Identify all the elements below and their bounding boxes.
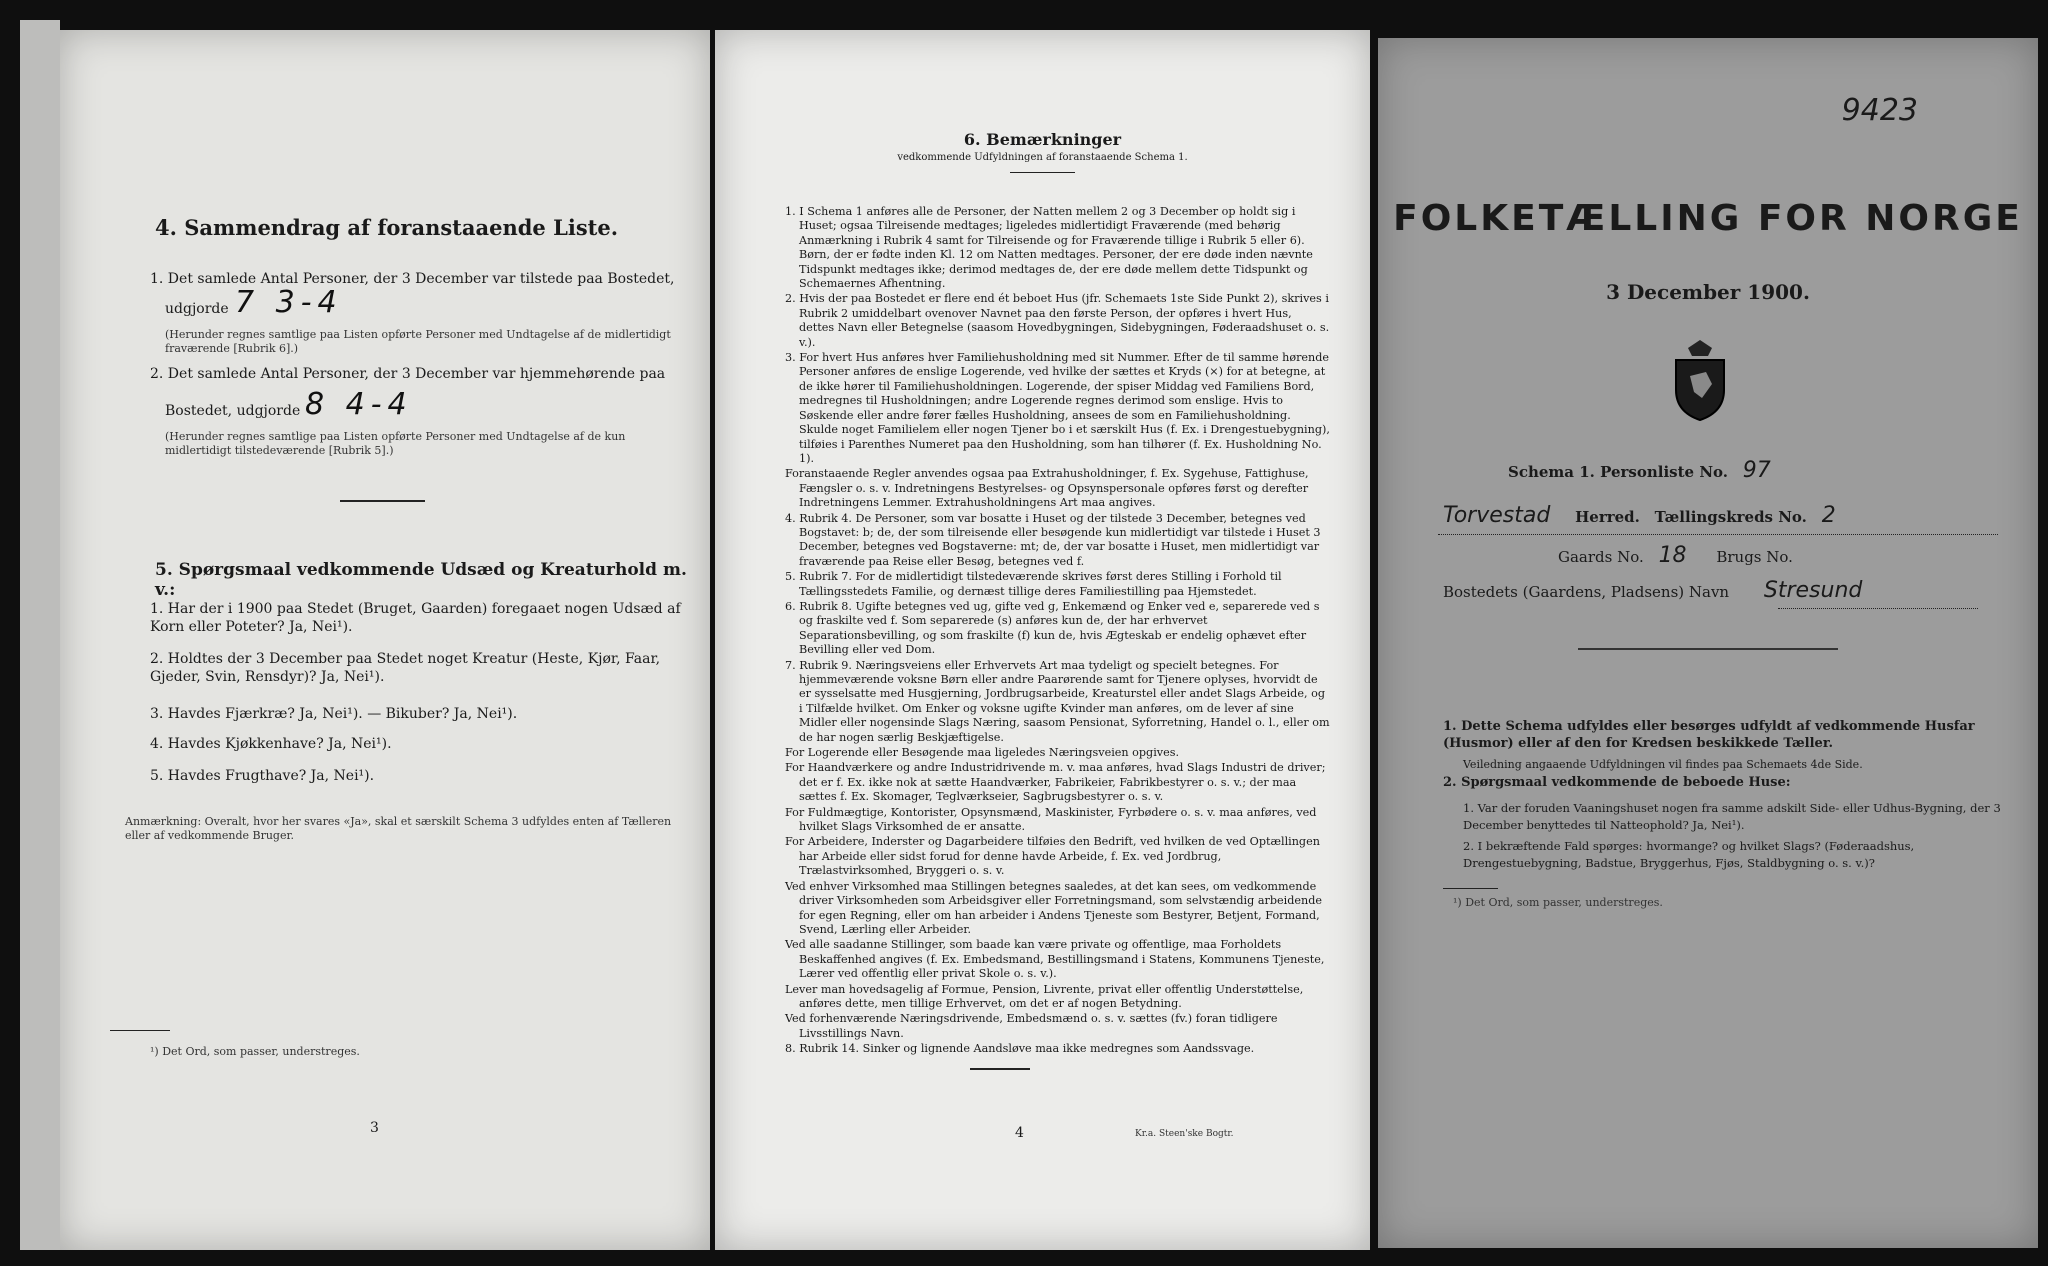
- item2-label: Bostedet, udgjorde: [165, 403, 301, 419]
- remark-item: Foranstaaende Regler anvendes ogsaa paa Extrahusholdninger, f. Ex. Sygehuse, Fattighuse, Fængsler o. s. v. Indretningens Bestyrelses- og Opsynspersonale opføres først og derefter Indretningens Lemmer. Extrahusholdningens Art maa angives.: [785, 467, 1309, 510]
- right-page: [1378, 38, 2038, 1248]
- schema-value: 97: [1742, 458, 1771, 483]
- bosted-value: Stresund: [1763, 578, 1863, 603]
- question-5: 5. Havdes Frugthave? Ja, Nei¹).: [150, 768, 375, 784]
- bosted-label: Bostedets (Gaardens, Pladsens) Navn: [1443, 583, 1730, 601]
- herred-field: [1443, 503, 1836, 528]
- herred-value: Torvestad: [1443, 503, 1551, 528]
- footnote-rule: [1443, 888, 1498, 889]
- gaards-field: [1558, 543, 1793, 568]
- remark-item: For Logerende eller Besøgende maa ligeledes Næringsveien opgives.: [785, 746, 1180, 760]
- item1-text: 1. Det samlede Antal Personer, der 3 December var tilstede paa Bostedet,: [150, 271, 675, 287]
- remark-item: Ved forhenværende Næringsdrivende, Embedsmænd o. s. v. sættes (fv.) foran tidligere Livsstillings Navn.: [785, 1012, 1278, 1040]
- item2-handwritten: 8 4-4: [305, 387, 413, 422]
- remark-item: 3. For hvert Hus anføres hver Familiehusholdning med sit Nummer. Efter de til samme hørende Personer anføres de enslige Logerende, ved hvilke der sættes et Kryds (×) for at betegne, at de ikke hører til Familiehusholdningen. Logerende, der spiser Middag ved Familiens Bord, medregnes til Husholdningen; andre Logerende regnes derimod som enslige. Hvis to Søskende eller andre fører fælles Husholdning, ansees de som en Familiehusholdning. Skulde noget Familielem eller nogen Tjener bo i et særskilt Hus (f. Ex. i Drengestuebygning), tilføies i Parenthes Numeret paa den Husholdning, som han tilhører (f. Ex. Husholdning No. 1).: [785, 351, 1330, 465]
- form-date: 3 December 1900.: [1606, 280, 1810, 304]
- item1-handwritten: 7 3-4: [235, 285, 343, 320]
- kreds-label: Tællingskreds No.: [1654, 508, 1807, 526]
- footnote-rule: [110, 1030, 170, 1031]
- left-page: [60, 30, 710, 1250]
- remark-item: 1. I Schema 1 anføres alle de Personer, der Natten mellem 2 og 3 December op holdt sig i Huset; ogsaa Tilreisende medtages; ligeledes midlertidigt Fraværende (med behørig Anmærkning i Rubrik 4 samt for Tilreisende og for Fraværende tillige i Rubrik 5 eller 6). Børn, der er fødte inden Kl. 12 om Natten medtages. Personer, der ere døde inden nævnte Tidspunkt medtages ikke; derimod medtages de, der ere døde mellem dette Tidspunkt og Schemaernes Afhentning.: [785, 205, 1313, 291]
- footnote: ¹) Det Ord, som passer, understreges.: [1453, 896, 1663, 909]
- section5-title: 5. Spørgsmaal vedkommende Udsæd og Kreaturhold m. v.:: [155, 560, 687, 600]
- ornament-divider: [1578, 648, 1838, 650]
- remark-item: For Arbeidere, Inderster og Dagarbeidere tilføies den Bedrift, ved hvilken de ved Optællingen har Arbeide eller sidst forud for denne havde Arbeide, f. Ex. ved Jordbrug, Trælastvirksomhed, Bryggeri o. s. v.: [785, 835, 1320, 878]
- item1-label: udgjorde: [165, 301, 229, 317]
- remark-item: Ved alle saadanne Stillinger, som baade kan være private og offentlige, maa Forholdets Beskaffenhed angives (f. Ex. Embedsmand, Bestillingsmand i Statens, Kommunens Tjeneste, Lærer ved offentlig eller privat Skole o. s. v.).: [785, 938, 1325, 981]
- instruction-2-2: 2. I bekræftende Fald spørges: hvormange? og hvilket Slags? (Føderaadshus, Drengestuebygning, Badstue, Bryggerhus, Fjøs, Staldbygning o. s. v.)?: [1463, 839, 1915, 870]
- remark-item: 2. Hvis der paa Bostedet er flere end ét beboet Hus (jfr. Schemaets 1ste Side Punkt 2), skrives i Rubrik 2 umiddelbart ovenover Navnet paa den første Person, der opføres i hvert Hus, dettes Navn eller Betegnelse (saasom Hovedbygningen, Sidebygningen, Føderaadshuset o. s. v.).: [785, 292, 1330, 349]
- herred-label: Herred.: [1575, 508, 1640, 526]
- schema-field: [1508, 458, 1771, 483]
- kreds-value: 2: [1821, 503, 1836, 528]
- footnote: ¹) Det Ord, som passer, understreges.: [150, 1045, 360, 1058]
- page-number: 4: [1015, 1125, 1024, 1141]
- page-number: 3: [370, 1120, 379, 1136]
- remark-item: 6. Rubrik 8. Ugifte betegnes ved ug, gifte ved g, Enkemænd og Enker ved e, separerede ved s og fraskilte ved f. Som separerede (s) anføres kun de, der har erhvervet Separationsbevilling, og som fraskilte (f) kun de, hvis Ægteskab er endelig ophævet efter Bevilling eller ved Dom.: [785, 599, 1320, 657]
- anmerkning: Anmærkning: Overalt, hvor her svares «Ja», skal et særskilt Schema 3 udfyldes enten af Tælleren eller af vedkommende Bruger.: [125, 815, 672, 842]
- stamp-number: 9423: [1841, 93, 1918, 128]
- remarks-title: 6. Bemærkninger: [963, 130, 1122, 149]
- question-3: 3. Havdes Fjærkræ? Ja, Nei¹). — Bikuber? Ja, Nei¹).: [150, 706, 518, 722]
- instruction-2-1: 1. Var der foruden Vaaningshuset nogen fra samme adskilt Side- eller Udhus-Bygning, der 3 December benyttedes til Natteophold? Ja, Nei¹).: [1463, 801, 2001, 832]
- instruction-2: 2. Spørgsmaal vedkommende de beboede Huse:: [1443, 775, 1791, 790]
- herred-line: [1438, 534, 1998, 535]
- instruction-1-note: Veiledning angaaende Udfyldningen vil findes paa Schemaets 4de Side.: [1463, 758, 1863, 771]
- remark-item: 5. Rubrik 7. For de midlertidigt tilstedeværende skrives først deres Stilling i Forhold til Tællingsstedets Familie, og dernæst tillige deres Familiestilling paa Hjemstedet.: [785, 570, 1282, 598]
- remark-item: Ved enhver Virksomhed maa Stillingen betegnes saaledes, at det kan sees, om vedkommende driver Virksomheden som Arbeidsgiver eller Forretningsmand, som selvstændig arbeidende for egen Regning, eller om han arbeider i Andens Tjeneste som Bestyrer, Betjent, Formand, Svend, Lærling eller Arbeider.: [785, 879, 1323, 936]
- remark-item: For Fuldmægtige, Kontorister, Opsynsmænd, Maskinister, Fyrbødere o. s. v. maa anføres, ved hvilket Slags Virksomhed de er ansatte.: [785, 805, 1317, 834]
- question-2: 2. Holdtes der 3 December paa Stedet noget Kreatur (Heste, Kjør, Faar, Gjeder, Svin, Rensdyr)? Ja, Nei¹).: [150, 651, 661, 685]
- item1-note: (Herunder regnes samtlige paa Listen opførte Personer med Undtagelse af de midlertidigt fraværende [Rubrik 6].): [165, 328, 671, 355]
- remark-item: For Haandværkere og andre Industridrivende m. v. maa anføres, hvad Slags Industri de driver; det er f. Ex. ikke nok at sætte Haandværker, Fabrikeier, Fabrikbestyrer o. s. v.; der maa sættes f. Ex. Skomager, Teglværkseier, Sagbrugsbestyrer o. s. v.: [785, 761, 1326, 804]
- bosted-line: [1778, 608, 1978, 609]
- end-rule: [970, 1068, 1030, 1070]
- question-1: 1. Har der i 1900 paa Stedet (Bruget, Gaarden) foregaaet nogen Udsæd af Korn eller Poteter? Ja, Nei¹).: [150, 601, 681, 635]
- brugs-label: Brugs No.: [1716, 548, 1793, 566]
- section4-title: 4. Sammendrag af foranstaaende Liste.: [155, 215, 619, 240]
- remark-item: Lever man hovedsagelig af Formue, Pension, Livrente, privat eller offentlig Understøttelse, anføres dette, men tillige Erhvervet, om det er af nogen Betydning.: [785, 982, 1304, 1010]
- remark-item: 4. Rubrik 4. De Personer, som var bosatte i Huset og der tilstede 3 December, betegnes ved Bogstavet: b; de, der som tilreisende eller besøgende kun midlertidigt var tilstede i Huset 3 December, betegnes ved Bogstaverne: mt; de, der var bosatte i Huset, men midlertidigt var fraværende paa Reise eller Besøg, betegnes ved f.: [785, 511, 1321, 568]
- form-title: FOLKETÆLLING FOR NORGE: [1393, 198, 2023, 239]
- question-4: 4. Havdes Kjøkkenhave? Ja, Nei¹).: [150, 736, 392, 752]
- remarks-subtitle: vedkommende Udfyldningen af foranstaaende Schema 1.: [897, 152, 1188, 163]
- gaards-value: 18: [1658, 543, 1687, 568]
- remark-item: 8. Rubrik 14. Sinker og lignende Aandsløve maa ikke medregnes som Aandssvage.: [785, 1042, 1255, 1056]
- book-edge: [20, 20, 60, 1250]
- instruction-1: 1. Dette Schema udfyldes eller besørges udfyldt af vedkommende Husfar (Husmor) eller af den for Kredsen beskikkede Tæller.: [1443, 719, 1975, 751]
- bosted-field: [1443, 578, 1862, 603]
- coat-of-arms-icon: [1668, 338, 1732, 422]
- middle-page: [715, 30, 1370, 1250]
- printer-credit: Kr.a. Steen'ske Bogtr.: [1135, 1129, 1234, 1139]
- item2-text: 2. Det samlede Antal Personer, der 3 December var hjemmehørende paa: [150, 366, 666, 382]
- title-rule: [1010, 172, 1075, 173]
- schema-label: Schema 1. Personliste No.: [1508, 463, 1728, 481]
- remarks-list: [785, 205, 1330, 1058]
- gaards-label: Gaards No.: [1558, 548, 1644, 566]
- divider: [340, 500, 425, 502]
- item2-note: (Herunder regnes samtlige paa Listen opførte Personer med Undtagelse af de kun midlertidigt tilstedeværende [Rubrik 5].): [165, 430, 626, 457]
- remark-item: 7. Rubrik 9. Næringsveiens eller Erhvervets Art maa tydeligt og specielt betegnes. For hjemmeværende voksne Børn eller andre Paarørende samt for Tjenere oplyses, hvorvidt de er sysselsatte med Husgjerning, Jordbrugsarbeide, Kreaturstel eller andet Slags Arbeide, og i Tilfælde hvilket. Om Enker og voksne ugifte Kvinder man anføres, om de lever af sine Midler eller nogensinde Slags Næring, saasom Pensionat, Syforretning, Handel o. l., eller om de har nogen særlig Beskjæftigelse.: [785, 658, 1330, 744]
